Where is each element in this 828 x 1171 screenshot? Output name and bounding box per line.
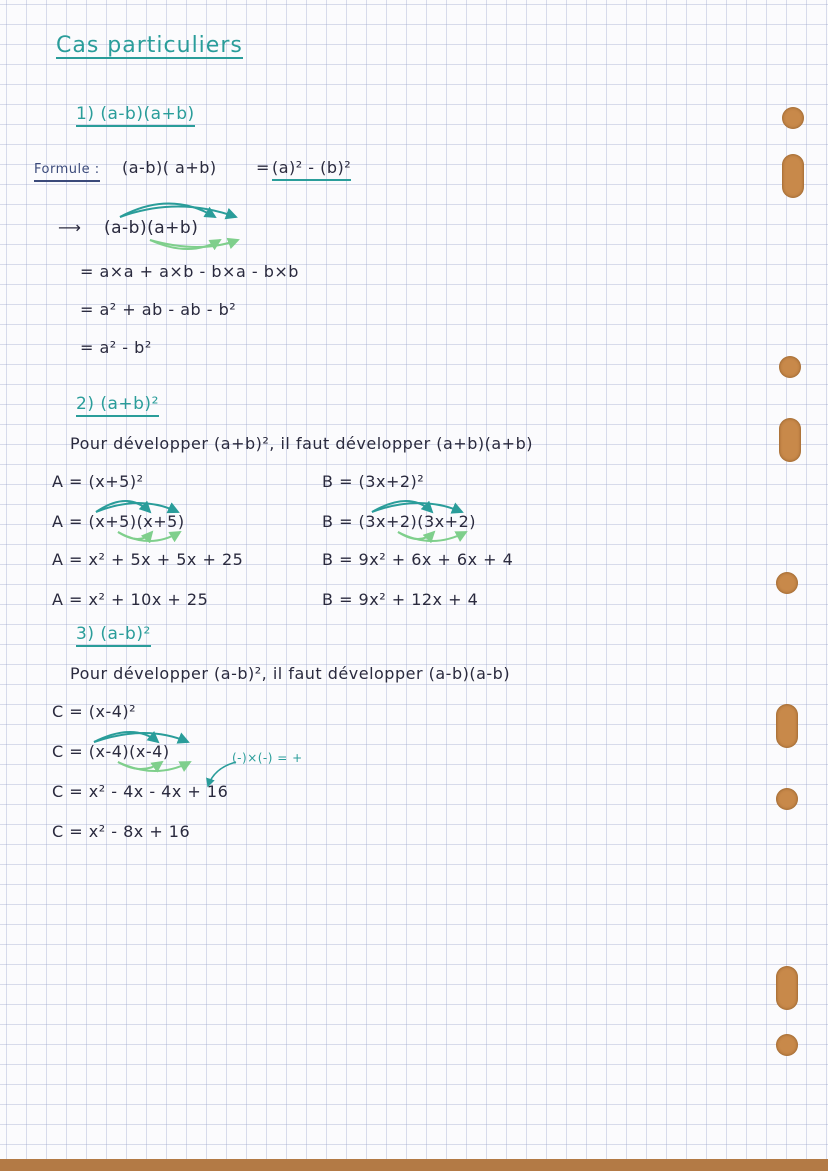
binder-hole-round xyxy=(776,788,798,810)
expansion-expr: (a-b)(a+b) xyxy=(104,218,199,238)
c-line-4: C = x² - 8x + 16 xyxy=(52,822,191,841)
b-line-3: B = 9x² + 6x + 6x + 4 xyxy=(322,550,514,569)
binder-hole-oval xyxy=(776,704,798,748)
section-1-heading: 1) (a-b)(a+b) xyxy=(76,104,195,127)
section-3-sentence: Pour développer (a-b)², il faut développer (a-b)(a-b) xyxy=(70,664,511,683)
a-line-2: A = (x+5)(x+5) xyxy=(52,512,185,531)
sign-rule-note: (-)×(-) = + xyxy=(232,751,303,765)
binder-hole-round xyxy=(779,356,801,378)
section-2-sentence: Pour développer (a+b)², il faut développer (a+b)(a+b) xyxy=(70,434,533,453)
binder-hole-round xyxy=(776,572,798,594)
expansion-step-3: = a² - b² xyxy=(80,338,152,357)
a-line-3: A = x² + 5x + 5x + 25 xyxy=(52,550,244,569)
expansion-step-1: = a×a + a×b - b×a - b×b xyxy=(80,262,299,281)
formula-equals: = xyxy=(256,158,270,177)
formula-rhs: (a)² - (b)² xyxy=(272,158,351,181)
a-line-4: A = x² + 10x + 25 xyxy=(52,590,209,609)
c-line-3: C = x² - 4x - 4x + 16 xyxy=(52,782,229,801)
b-line-1: B = (3x+2)² xyxy=(322,472,425,491)
binder-hole-oval xyxy=(779,418,801,462)
binder-hole-round xyxy=(782,107,804,129)
arrow-icon: ⟶ xyxy=(58,218,82,237)
section-3-heading: 3) (a-b)² xyxy=(76,624,151,647)
page-title: Cas particuliers xyxy=(56,33,243,58)
c-line-1: C = (x-4)² xyxy=(52,702,137,721)
formula-label: Formule : xyxy=(34,160,100,182)
b-line-2: B = (3x+2)(3x+2) xyxy=(322,512,476,531)
binder-hole-oval xyxy=(782,154,804,198)
section-2-heading: 2) (a+b)² xyxy=(76,394,159,417)
binder-hole-round xyxy=(776,1034,798,1056)
a-line-1: A = (x+5)² xyxy=(52,472,144,491)
b-line-4: B = 9x² + 12x + 4 xyxy=(322,590,479,609)
expansion-step-2: = a² + ab - ab - b² xyxy=(80,300,237,319)
c-line-2: C = (x-4)(x-4) xyxy=(52,742,170,761)
binder-hole-oval xyxy=(776,966,798,1010)
formula-lhs: (a-b)( a+b) xyxy=(122,158,217,177)
page-bottom-edge xyxy=(0,1159,828,1171)
